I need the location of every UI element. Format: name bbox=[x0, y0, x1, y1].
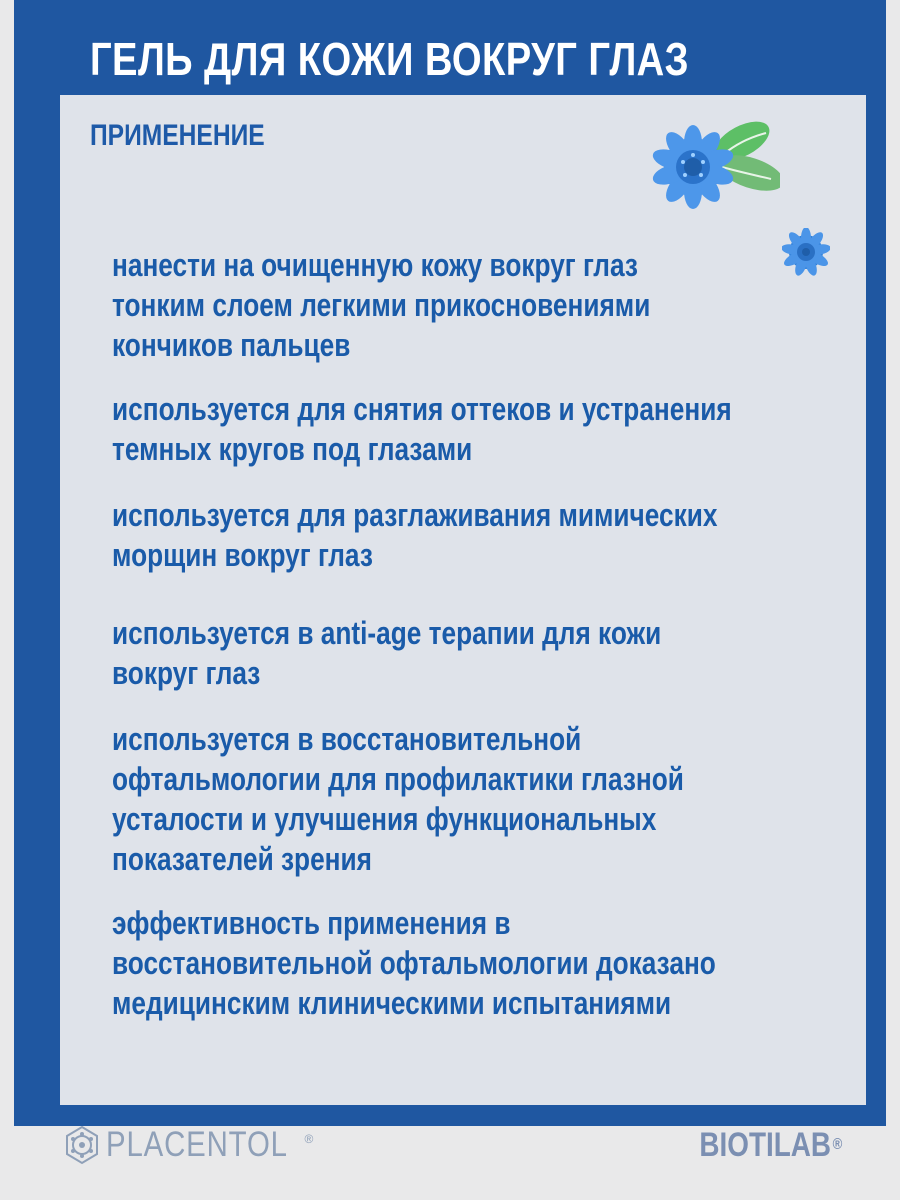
content-panel bbox=[60, 95, 866, 1105]
section-title: ПРИМЕНЕНИЕ bbox=[90, 119, 265, 152]
blue-frame bbox=[14, 0, 886, 1126]
page-title: ГЕЛЬ ДЛЯ КОЖИ ВОКРУГ ГЛАЗ bbox=[90, 33, 689, 85]
usage-item-3: используется для разглаживания мимических морщин вокруг глаз bbox=[112, 497, 718, 573]
placentol-brand-name: PLACENTOL bbox=[106, 1125, 288, 1164]
placentol-registered-mark: ® bbox=[304, 1132, 314, 1146]
usage-item-1: нанести на очищенную кожу вокруг глаз тонким слоем легкими прикосновениями кончиков пальцев bbox=[112, 247, 651, 363]
biotilab-registered-mark: ® bbox=[832, 1136, 842, 1153]
placentol-logo-icon bbox=[62, 1125, 102, 1165]
usage-item-4: используется в anti-age терапии для кожи вокруг глаз bbox=[112, 615, 662, 691]
placentol-brand bbox=[62, 1124, 313, 1166]
usage-item-6: эффективность применения в восстановительной офтальмологии доказано медицинским клиническими испытаниями bbox=[112, 905, 716, 1021]
cornflower-with-leaves-icon bbox=[650, 113, 780, 209]
small-cornflower-icon bbox=[782, 228, 830, 276]
usage-item-2: используется для снятия оттеков и устранения темных кругов под глазами bbox=[112, 391, 732, 467]
biotilab-brand bbox=[699, 1124, 842, 1166]
usage-item-5: используется в восстановительной офтальмологии для профилактики глазной усталости и улучшения функциональных показателей зрения bbox=[112, 721, 684, 877]
biotilab-brand-name: BIOTILAB bbox=[699, 1126, 831, 1164]
